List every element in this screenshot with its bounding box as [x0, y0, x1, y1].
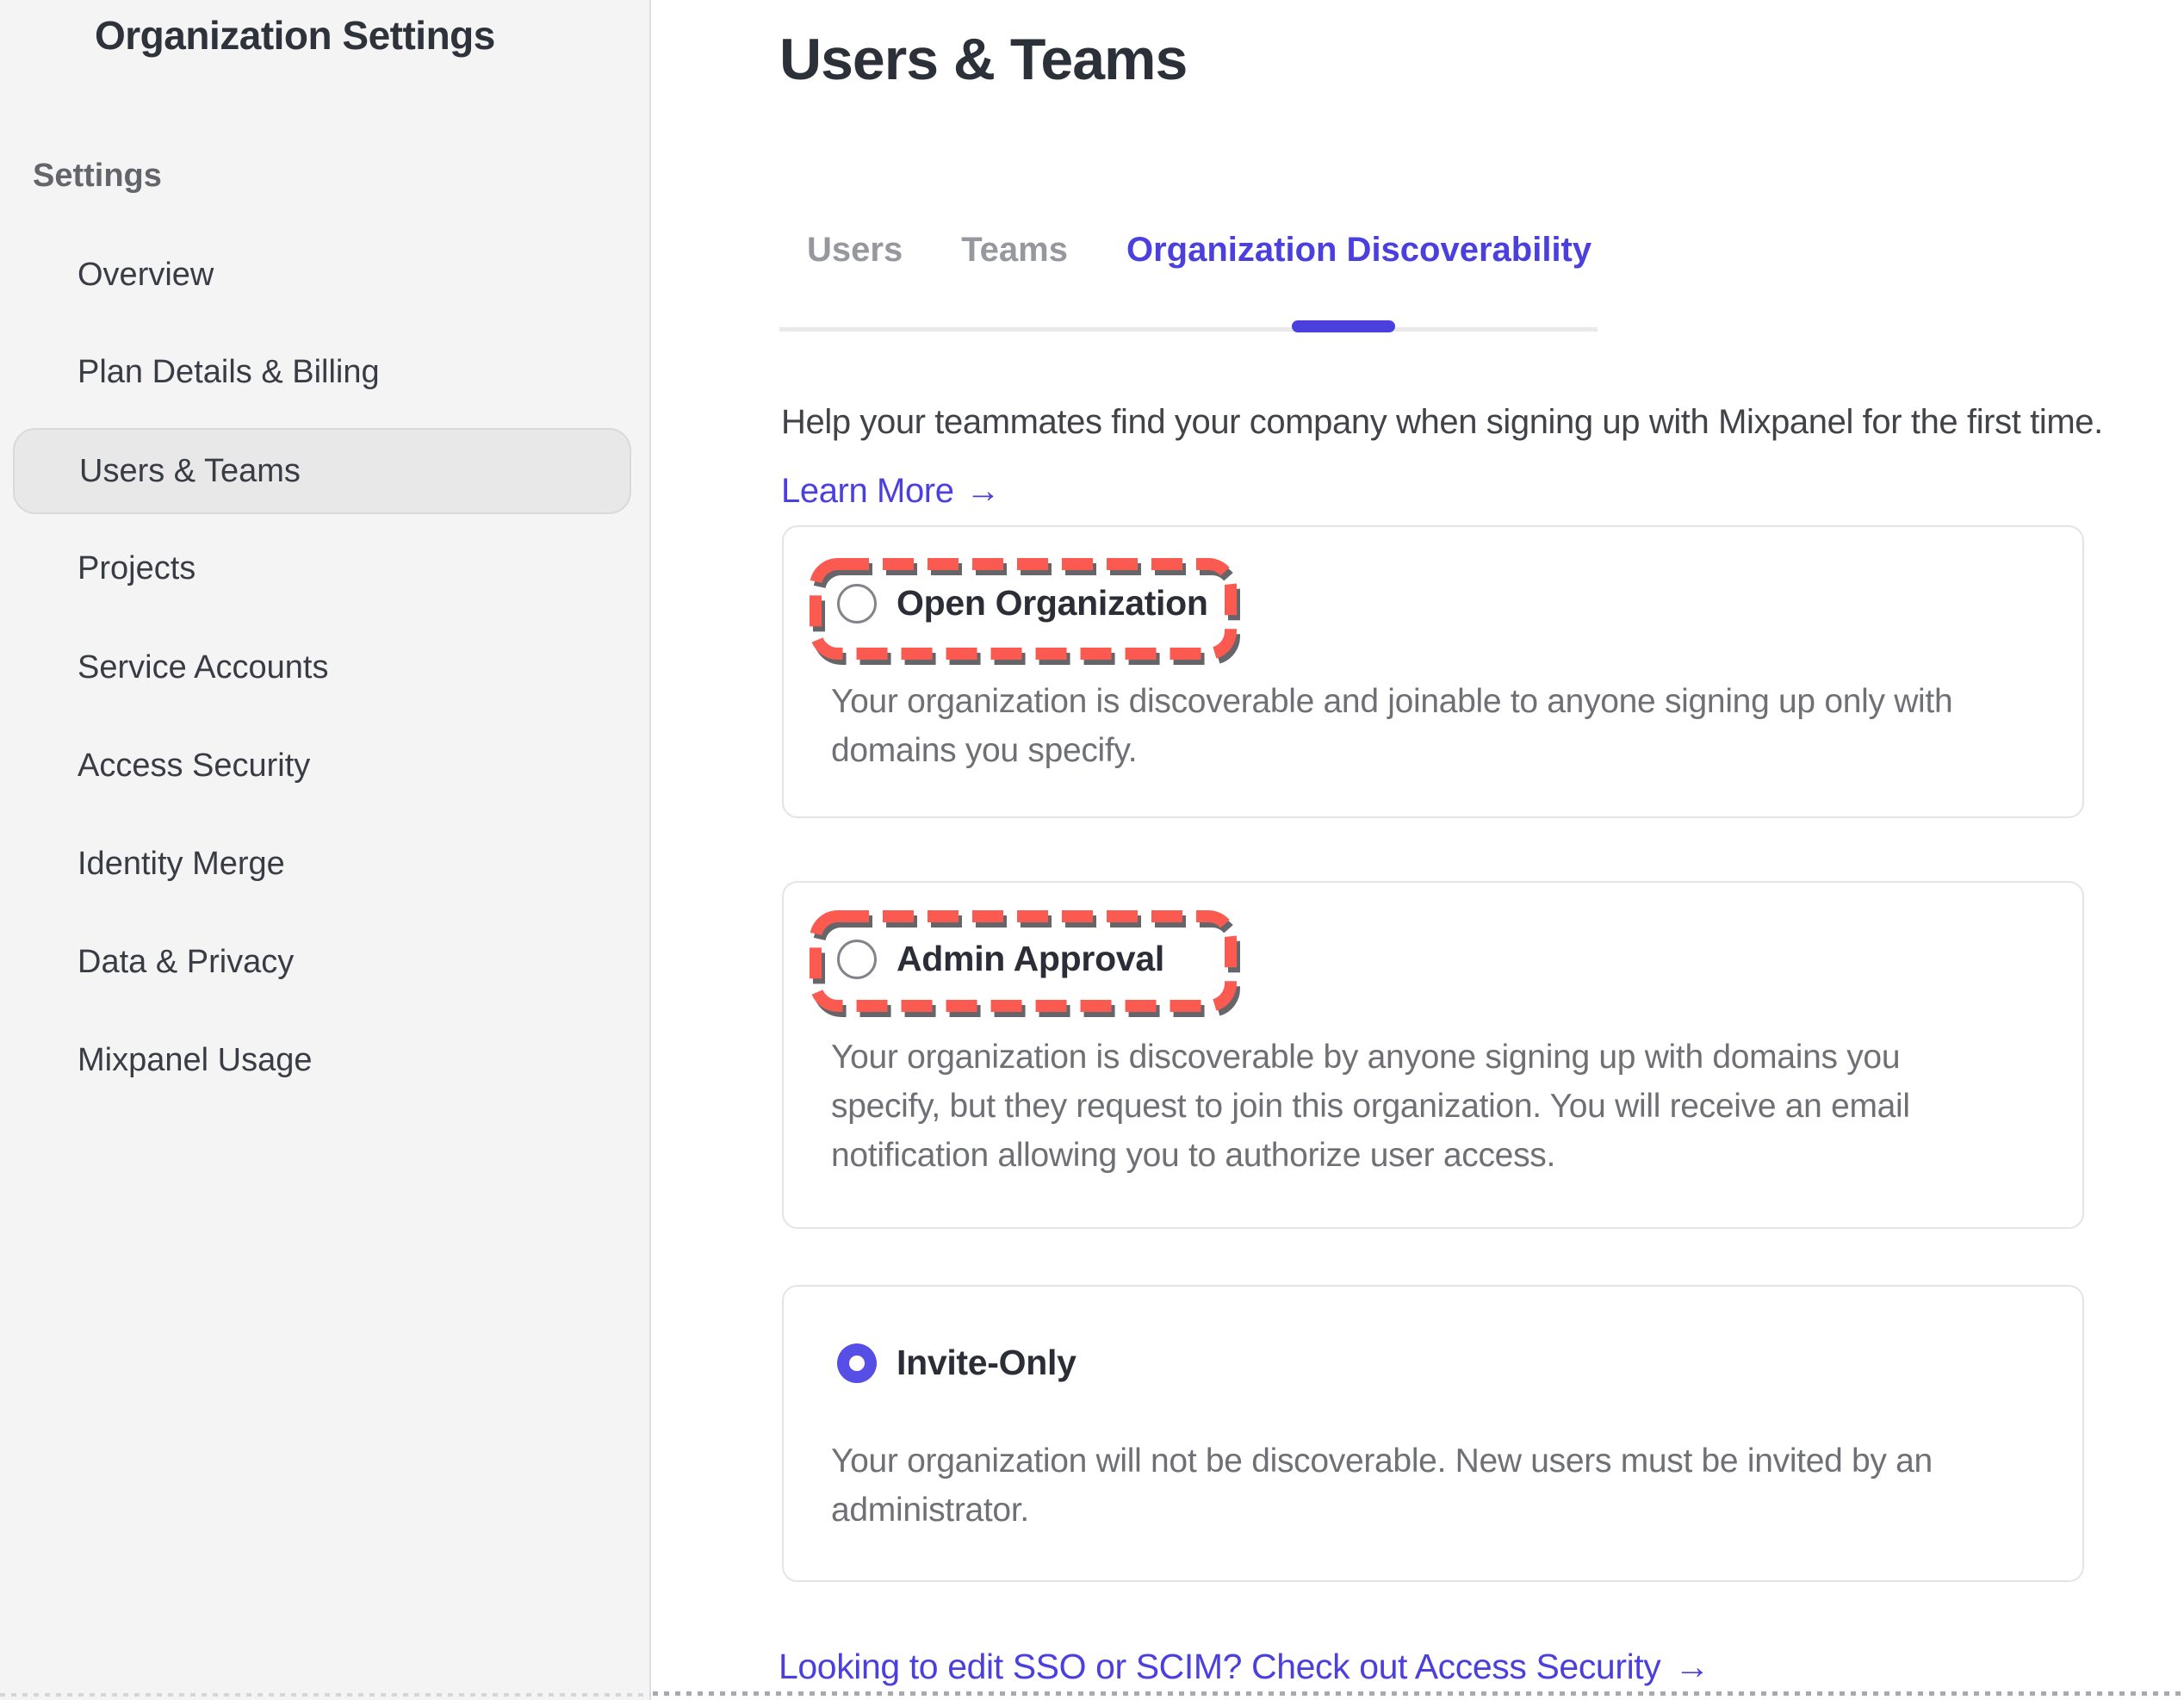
sidebar-item-overview[interactable]: Overview	[78, 257, 214, 293]
arrow-right-icon: →	[1674, 1647, 1709, 1686]
option-description-line: domains you specify.	[831, 732, 1138, 769]
tab-bar	[807, 231, 1591, 270]
sidebar-item-plan-details-billing[interactable]: Plan Details & Billing	[78, 354, 380, 390]
sidebar-item-access-security[interactable]: Access Security	[78, 748, 311, 784]
sidebar-section-settings: Settings	[33, 158, 162, 194]
option-label: Open Organization	[897, 583, 1208, 623]
radio-unselected-icon[interactable]	[837, 584, 877, 624]
radio-option-open-organization[interactable]	[837, 583, 1208, 624]
radio-option-admin-approval[interactable]	[837, 939, 1164, 979]
option-description-line: Your organization is discoverable and joinable to anyone signing up only with	[831, 683, 1953, 720]
option-description	[831, 1436, 1933, 1535]
option-description	[831, 1033, 1910, 1180]
sidebar	[0, 0, 651, 1700]
tab-users[interactable]: Users	[807, 231, 903, 269]
sidebar-item-service-accounts[interactable]: Service Accounts	[78, 649, 329, 686]
arrow-right-icon: →	[965, 472, 1001, 510]
active-tab-indicator	[1292, 320, 1395, 332]
bottom-dotted-line-sidebar	[0, 1693, 651, 1697]
learn-more-label: Learn More	[781, 472, 954, 510]
option-description-line: specify, but they request to join this organization. You will receive an email	[831, 1088, 1910, 1125]
option-description-line: Your organization is discoverable by anyone signing up with domains you	[831, 1039, 1901, 1076]
access-security-link[interactable]	[779, 1647, 1709, 1687]
radio-option-invite-only[interactable]	[837, 1343, 1076, 1383]
sidebar-item-identity-merge[interactable]: Identity Merge	[78, 846, 285, 882]
sidebar-item-mixpanel-usage[interactable]: Mixpanel Usage	[78, 1042, 313, 1078]
learn-more-link[interactable]	[781, 472, 1000, 511]
option-card-invite-only	[782, 1285, 2084, 1582]
sidebar-item-projects[interactable]: Projects	[78, 550, 196, 586]
option-description-line: Your organization will not be discoverable. New users must be invited by an	[831, 1443, 1933, 1480]
sidebar-item-data-privacy[interactable]: Data & Privacy	[78, 944, 295, 980]
tab-teams[interactable]: Teams	[961, 231, 1068, 269]
option-card-open-organization	[782, 525, 2084, 818]
option-description	[831, 677, 1952, 775]
option-label: Invite-Only	[897, 1343, 1076, 1382]
access-security-link-label: Looking to edit SSO or SCIM? Check out Access Security	[779, 1647, 1661, 1686]
option-card-admin-approval	[782, 881, 2084, 1229]
tab-organization-discoverability[interactable]: Organization Discoverability	[1126, 231, 1592, 269]
radio-selected-icon[interactable]	[837, 1343, 877, 1383]
radio-unselected-icon[interactable]	[837, 940, 877, 979]
sidebar-item-users-teams[interactable]: Users & Teams	[13, 428, 631, 514]
option-description-line: notification allowing you to authorize user access.	[831, 1137, 1556, 1174]
tab-baseline	[779, 327, 1598, 332]
page-description: Help your teammates find your company when signing up with Mixpanel for the first time.	[781, 403, 2103, 441]
bottom-dotted-line	[653, 1691, 2184, 1696]
sidebar-title: Organization Settings	[95, 13, 495, 58]
page-title: Users & Teams	[779, 27, 1188, 92]
option-description-line: administrator.	[831, 1492, 1029, 1529]
main-content	[651, 0, 2184, 1700]
option-label: Admin Approval	[897, 939, 1164, 978]
